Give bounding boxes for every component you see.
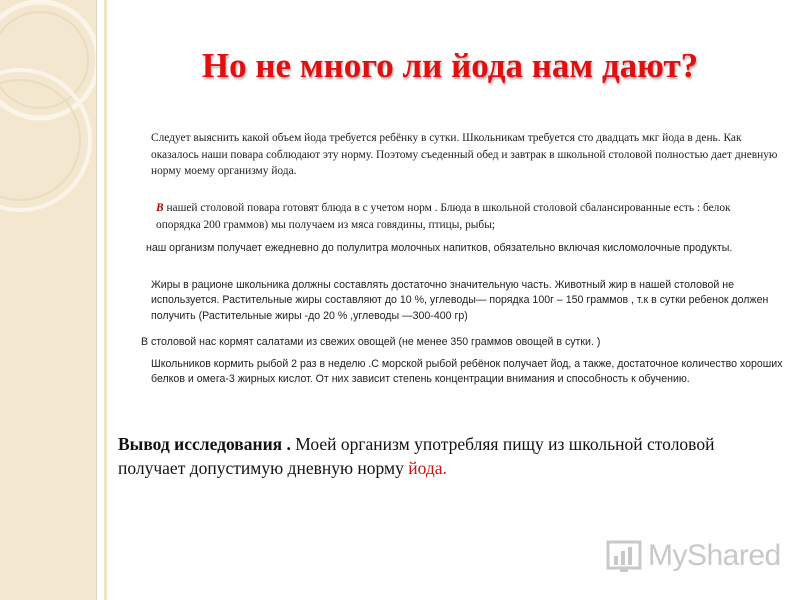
research-conclusion: [118, 433, 758, 480]
decorative-side-band: [0, 0, 97, 600]
bar-chart-icon: [606, 538, 642, 574]
paragraph-salads: В столовой нас кормят салатами из свежих овощей (не менее 350 граммов овощей в сутки. ): [141, 336, 601, 348]
paragraph-fish: Школьников кормить рыбой 2 раз в неделю .С морской рыбой ребёнок получает йод, а также, достаточное количество хороших белков и омега-3 жирных кислот. От них зависит степень концентрации внимания и способность к обучению.: [151, 358, 783, 386]
paragraph-lead-letter: В: [156, 202, 164, 214]
watermark-logo: [606, 536, 781, 576]
decorative-circles: [0, 0, 96, 600]
paragraph-canteen-menu-text: нашей столовой повара готовят блюда в с учетом норм . Блюда в школьной столовой сбалансированные есть : белок опорядка 200 граммов) мы получаем из мяса говядины, птицы, рыбы;: [156, 202, 731, 231]
conclusion-text: Моей организм употребляя пищу из школьной столовой получает допустимую дневную норму: [118, 434, 715, 478]
conclusion-highlight: йода.: [408, 457, 447, 478]
vertical-divider: [104, 0, 107, 600]
paragraph-canteen-menu: [156, 200, 766, 233]
watermark-text: MyShared: [648, 539, 781, 572]
paragraph-iodine-norm: Следует выяснить какой объем йода требуется ребёнку в сутки. Школьникам требуется сто двадцать мкг йода в день. Как оказалось наши повара соблюдают эту норму. Поэтому съеденный обед и завтрак в школьной столовой полностью дает дневную норму моему организму йода.: [151, 132, 778, 178]
slide-title: Но не много ли йода нам дают?: [201, 46, 699, 85]
conclusion-label: Вывод исследования .: [118, 434, 291, 454]
paragraph-fats: Жиры в рационе школьника должны составлять достаточно значительную часть. Животный жир в нашей столовой не используется. Растительные жиры составляют до 10 %, углеводы— порядка 100г – 150 граммов , т.к в сутки ребенок должен получить (Растительные жиры -до 20 % ,углеводы —300-400 гр): [151, 279, 769, 322]
paragraph-dairy: наш организм получает ежедневно до полулитра молочных напитков, обязательно включая кисломолочные продукты.: [146, 242, 733, 254]
